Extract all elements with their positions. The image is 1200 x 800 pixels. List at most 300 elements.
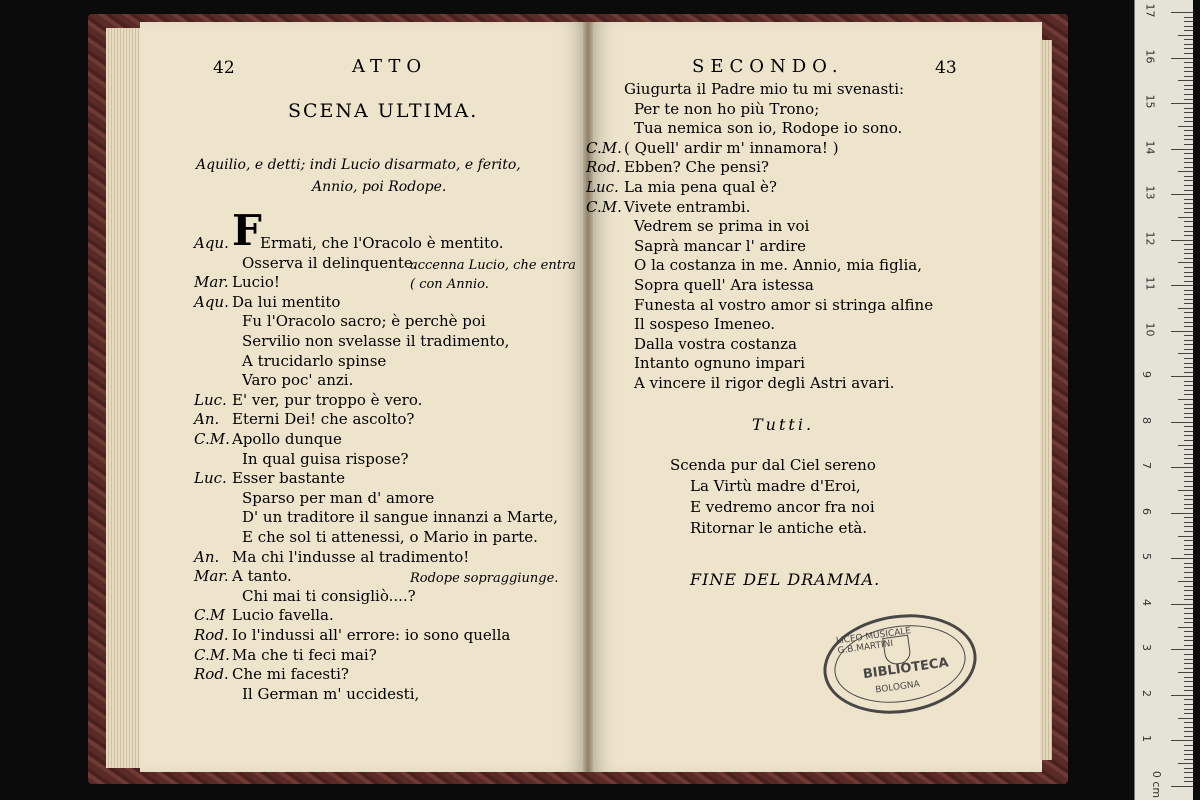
stamp-top-text: LICEO MUSICALE G.B.MARTINI [835,626,912,657]
verse-text: Il German m' uccidesti, [242,684,420,703]
ruler-tick [1184,709,1193,710]
ruler-label: 14 [1143,140,1157,155]
chorus-line: E vedremo ancor fra noi [690,498,875,516]
ruler-tick [1184,253,1193,254]
verse-text: Intanto ognuno impari [634,354,805,373]
left-line [194,332,509,350]
verse-text: D' un traditore il sangue innanzi a Marte, [242,508,559,527]
stamp-middle-text: BIBLIOTECA [862,655,950,683]
verse-text: La mia pena qual è? [624,178,777,196]
ruler-tick [1184,545,1193,546]
ruler-tick [1184,258,1193,259]
ruler-tick [1184,180,1193,181]
ruler-tick [1178,445,1193,446]
ruler-tick [1184,526,1193,527]
ruler-tick [1178,581,1193,582]
ruler-tick [1178,171,1193,172]
ruler-tick [1184,636,1193,637]
left-line [194,587,416,605]
measurement-ruler [1134,0,1193,800]
ruler-label: 6 [1140,507,1153,515]
ruler-tick [1184,162,1193,163]
ruler-tick [1184,458,1193,459]
speaker-label: C.M. [194,645,230,664]
ruler-tick [1171,12,1193,13]
left-line [194,665,349,683]
ruler-tick [1184,472,1193,473]
speaker-label: Mar. [194,273,229,292]
right-line [586,100,819,118]
verse-text: Vedrem se prima in voi [634,217,810,236]
ruler-tick [1184,668,1193,669]
ruler-tick [1184,417,1193,418]
speaker-label: Rod. [194,626,229,644]
ruler-tick [1184,17,1193,18]
left-line [194,548,469,566]
chorus-line: Ritornar le antiche età. [690,519,868,537]
ruler-tick [1184,699,1193,700]
stage-direction: accenna Lucio, che entra [410,257,576,273]
page-number-right: 43 [935,58,957,78]
ruler-label: 1 [1140,735,1153,743]
ruler-tick [1171,103,1193,104]
right-line [586,198,750,216]
left-line [194,685,419,703]
speaker-label: Luc. [194,469,227,488]
ruler-tick [1184,299,1193,300]
ruler-tick [1184,372,1193,373]
ruler-tick [1171,240,1193,241]
ruler-tick [1184,53,1193,54]
ruler-tick [1184,249,1193,250]
left-line [194,273,280,291]
ruler-tick [1184,745,1193,746]
speaker-label: Mar. [194,567,229,586]
ruler-label: 9 [1140,371,1153,379]
ruler-tick [1184,677,1193,678]
verse-text: Ma chi l'indusse al tradimento! [232,547,470,566]
ruler-tick [1184,759,1193,760]
ruler-tick [1184,517,1193,518]
ruler-tick [1184,144,1193,145]
left-line [194,312,486,330]
ruler-tick [1178,126,1193,127]
speaker-label: An. [194,547,220,566]
ruler-tick [1184,381,1193,382]
ruler-tick [1171,695,1193,696]
ruler-tick [1184,267,1193,268]
ruler-tick [1184,731,1193,732]
verse-text: Ma che ti feci mai? [232,645,377,664]
ruler-tick [1178,627,1193,628]
ruler-tick [1184,608,1193,609]
right-line [586,315,775,333]
ruler-tick [1184,618,1193,619]
ruler-tick [1184,385,1193,386]
ruler-tick [1184,631,1193,632]
ruler-label: 0 cm [1150,770,1164,799]
ruler-tick [1171,513,1193,514]
ruler-tick [1184,454,1193,455]
verse-text: Ermati, che l'Oracolo è mentito. [260,234,504,252]
ruler-tick [1184,622,1193,623]
ruler-tick [1184,772,1193,773]
ruler-tick [1184,390,1193,391]
stage-direction: ( con Annio. [410,277,489,293]
ruler-tick [1171,558,1193,559]
right-line [586,276,814,294]
verse-text: Lucio! [232,273,280,292]
ruler-tick [1184,522,1193,523]
ruler-tick [1178,763,1193,764]
left-line [194,489,434,507]
speaker-label: Luc. [586,178,619,196]
right-line [586,296,933,314]
speaker-label: An. [194,410,220,429]
left-line [194,469,345,487]
ruler-tick [1184,208,1193,209]
ruler-tick [1184,463,1193,464]
ruler-tick [1184,99,1193,100]
ruler-tick [1184,226,1193,227]
ruler-tick [1184,317,1193,318]
cast-line-1: Aquilio, e detti; indi Lucio disarmato, e ferito, [196,157,521,173]
ruler-tick [1171,786,1193,787]
ruler-tick [1184,613,1193,614]
ruler-tick [1184,481,1193,482]
left-line [194,293,340,311]
ruler-tick [1184,340,1193,341]
ruler-tick [1184,440,1193,441]
ruler-tick [1184,781,1193,782]
speaker-label: C.M. [586,197,622,216]
ruler-tick [1184,21,1193,22]
speaker-label: Rod. [586,158,621,177]
verse-text: Esser bastante [232,469,345,488]
ruler-tick [1184,595,1193,596]
ruler-tick [1184,486,1193,487]
ruler-tick [1184,322,1193,323]
ruler-tick [1184,190,1193,191]
ruler-tick [1184,499,1193,500]
running-head-left: ATTO [352,56,428,77]
ruler-label: 12 [1143,231,1157,246]
ruler-tick [1184,231,1193,232]
ruler-tick [1184,67,1193,68]
ruler-tick [1184,185,1193,186]
ruler-tick [1184,586,1193,587]
verse-text: E che sol ti attenessi, o Mario in parte. [242,528,538,546]
ruler-tick [1184,344,1193,345]
verse-text: Il sospeso Imeneo. [634,315,775,334]
ruler-tick [1184,736,1193,737]
tutti-heading: Tutti. [752,415,815,434]
running-head-right: SECONDO. [692,56,844,77]
drop-cap: F [232,206,262,255]
right-line [586,335,797,353]
ruler-tick [1184,590,1193,591]
ruler-tick [1184,449,1193,450]
speaker-label: C.M. [586,138,622,157]
ruler-tick [1184,640,1193,641]
chorus-line: La Virtù madre d'Eroi, [690,477,861,495]
page-number-left: 42 [213,58,235,78]
verse-text: E' ver, pur troppo è vero. [232,390,423,409]
ruler-tick [1184,135,1193,136]
verse-text: Varo poc' anzi. [242,371,354,390]
ruler-tick [1171,331,1193,332]
ruler-tick [1184,563,1193,564]
ruler-tick [1184,504,1193,505]
left-line [194,254,418,272]
ruler-tick [1184,426,1193,427]
ruler-tick [1178,536,1193,537]
ruler-tick [1184,272,1193,273]
ruler-tick [1184,153,1193,154]
ruler-tick [1178,308,1193,309]
ruler-tick [1171,149,1193,150]
ruler-tick [1178,490,1193,491]
ruler-tick [1184,290,1193,291]
verse-text: Giugurta il Padre mio tu mi svenasti: [624,80,905,98]
left-line [194,391,422,409]
ruler-tick [1184,294,1193,295]
ruler-tick [1184,303,1193,304]
left-line [194,528,538,546]
verse-text: Io l'indussi all' errore: io sono quella [232,626,511,644]
ruler-tick [1178,672,1193,673]
ruler-tick [1184,326,1193,327]
ruler-tick [1184,76,1193,77]
right-line [586,119,902,137]
left-line [194,371,353,389]
ruler-tick [1184,495,1193,496]
verse-text: Da lui mentito [232,292,341,311]
verse-text: Fu l'Oracolo sacro; è perchè poi [242,312,486,331]
ruler-tick [1184,26,1193,27]
ruler-tick [1184,531,1193,532]
ruler-tick [1184,71,1193,72]
verse-text: Chi mai ti consigliò....? [242,586,416,605]
ruler-tick [1184,654,1193,655]
ruler-tick [1184,599,1193,600]
ruler-tick [1184,704,1193,705]
ruler-tick [1184,203,1193,204]
ruler-tick [1178,35,1193,36]
ruler-tick [1184,681,1193,682]
ruler-tick [1184,235,1193,236]
ruler-tick [1184,244,1193,245]
verse-text: A vincere il rigor degli Astri avari. [634,374,895,392]
verse-text: Per te non ho più Trono; [634,99,820,118]
ruler-tick [1184,408,1193,409]
verse-text: Servilio non svelasse il tradimento, [242,332,510,350]
ruler-tick [1184,212,1193,213]
left-line [194,646,377,664]
ruler-tick [1184,754,1193,755]
left-line [194,626,510,644]
page-edges-right [1040,40,1052,760]
right-line [586,256,922,274]
ruler-tick [1178,718,1193,719]
ruler-tick [1184,750,1193,751]
ruler-tick [1184,768,1193,769]
ruler-tick [1184,39,1193,40]
verse-text: Saprà mancar l' ardire [634,236,807,255]
right-line [586,374,894,392]
ruler-tick [1184,394,1193,395]
ruler-tick [1171,194,1193,195]
right-line [586,354,805,372]
ruler-tick [1171,58,1193,59]
ruler-tick [1184,722,1193,723]
right-line [586,217,809,235]
ruler-label: 10 [1143,322,1157,337]
ruler-tick [1184,335,1193,336]
ruler-tick [1184,690,1193,691]
verse-text: Funesta al vostro amor si stringa alfine [634,295,934,314]
ruler-tick [1184,94,1193,95]
ruler-tick [1184,567,1193,568]
ruler-tick [1184,221,1193,222]
ruler-tick [1184,404,1193,405]
right-line [586,237,806,255]
ruler-tick [1171,604,1193,605]
verse-text: O la costanza in me. Annio, mia figlia, [634,256,922,275]
verse-text: A tanto. [232,567,292,586]
ruler-tick [1184,158,1193,159]
verse-text: Osserva il delinquente. [242,253,418,272]
speaker-label: C.M [194,606,226,625]
ruler-tick [1171,649,1193,650]
ruler-label: 2 [1140,689,1153,697]
verse-text: Tua nemica son io, Rodope io sono. [634,119,903,138]
ruler-tick [1184,554,1193,555]
ruler-tick [1184,577,1193,578]
verse-text: In qual guisa rispose? [242,449,409,468]
cast-line-2: Annio, poi Rodope. [312,179,447,195]
verse-text: ( Quell' ardir m' innamora! ) [624,138,839,157]
stage-direction: Rodope sopraggiunge. [410,571,559,587]
ruler-tick [1184,508,1193,509]
ruler-tick [1184,85,1193,86]
ruler-tick [1171,422,1193,423]
left-line [194,352,386,370]
verse-text: Vivete entrambi. [624,197,751,216]
ruler-tick [1184,663,1193,664]
ruler-tick [1184,476,1193,477]
speaker-label: Aqu. [194,292,229,311]
left-line [194,410,414,428]
ruler-label: 11 [1143,276,1157,291]
speaker-label: Luc. [194,390,227,409]
ruler-tick [1184,549,1193,550]
right-line [586,158,769,176]
ruler-tick [1178,80,1193,81]
ruler-label: 17 [1143,3,1157,18]
chorus-line: Scenda pur dal Ciel sereno [670,456,876,474]
verse-text: Ebben? Che pensi? [624,158,769,177]
verse-text: Dalla vostra costanza [634,334,797,353]
ruler-tick [1184,44,1193,45]
left-line [194,234,504,252]
ruler-tick [1184,276,1193,277]
ruler-tick [1171,376,1193,377]
ruler-label: 15 [1143,94,1157,109]
ruler-tick [1184,312,1193,313]
ruler-tick [1184,540,1193,541]
ruler-tick [1178,353,1193,354]
ruler-tick [1184,358,1193,359]
ruler-tick [1184,777,1193,778]
ruler-tick [1178,399,1193,400]
ruler-tick [1184,659,1193,660]
left-line [194,430,342,448]
ruler-tick [1184,121,1193,122]
ruler-tick [1184,727,1193,728]
ruler-tick [1184,62,1193,63]
verse-text: Sparso per man d' amore [242,488,435,507]
fine-del-dramma: FINE DEL DRAMMA. [690,570,881,589]
ruler-tick [1184,30,1193,31]
right-line [586,178,777,196]
ruler-tick [1184,413,1193,414]
stamp-bottom-text: BOLOGNA [874,679,921,696]
ruler-tick [1171,285,1193,286]
ruler-tick [1184,431,1193,432]
ruler-tick [1178,262,1193,263]
ruler-tick [1184,367,1193,368]
ruler-label: 13 [1143,185,1157,200]
speaker-label: Aqu. [194,234,229,252]
ruler-tick [1184,108,1193,109]
verse-text: Sopra quell' Ara istessa [634,276,814,294]
left-line [194,508,558,526]
ruler-tick [1184,48,1193,49]
left-line [194,606,334,624]
ruler-tick [1178,217,1193,218]
ruler-label: 5 [1140,553,1153,561]
speaker-label: C.M. [194,430,230,448]
ruler-tick [1184,117,1193,118]
ruler-tick [1184,713,1193,714]
left-line [194,450,409,468]
ruler-tick [1184,435,1193,436]
scene-title: SCENA ULTIMA. [288,100,479,122]
ruler-tick [1184,176,1193,177]
ruler-label: 16 [1143,49,1157,64]
ruler-tick [1184,167,1193,168]
ruler-tick [1184,645,1193,646]
ruler-label: 7 [1140,462,1153,470]
ruler-tick [1184,349,1193,350]
ruler-tick [1184,686,1193,687]
ruler-tick [1184,112,1193,113]
speaker-label: Rod. [194,665,229,684]
ruler-label: 3 [1140,644,1153,652]
left-line [194,567,292,585]
ruler-tick [1184,572,1193,573]
ruler-tick [1171,740,1193,741]
right-line [586,80,904,98]
verse-text: Lucio favella. [232,606,334,625]
ruler-tick [1184,199,1193,200]
verse-text: Che mi facesti? [232,665,349,684]
right-line [586,139,839,157]
verse-text: Apollo dunque [232,430,342,448]
ruler-tick [1184,89,1193,90]
verse-text: Eterni Dei! che ascolto? [232,410,415,429]
